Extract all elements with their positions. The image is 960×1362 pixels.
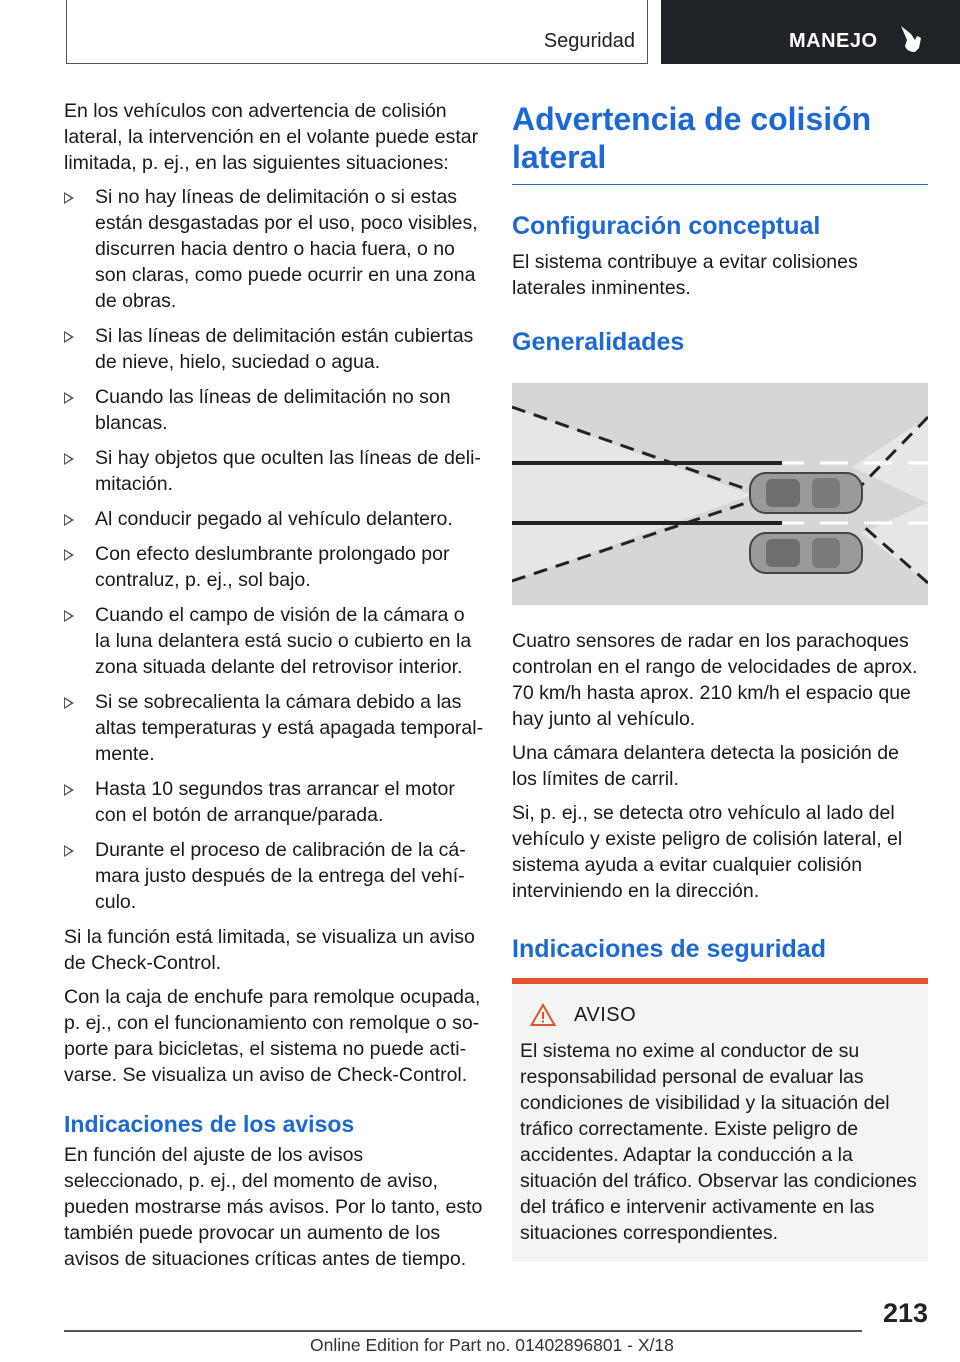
list-item: Durante el proceso de calibración de la cámara justo después de la entrega del vehículo. [64, 837, 484, 915]
header-chapter-title: MANEJO [789, 30, 878, 52]
bullet-triangle-icon [64, 549, 74, 561]
bullet-triangle-icon [64, 845, 74, 857]
intro-paragraph: En los vehículos con advertencia de colisión lateral, la intervención en el volante puede estar limitada, p. ej., en las siguientes situaciones: [64, 100, 479, 174]
bullet-triangle-icon [64, 392, 74, 404]
warning-triangle-icon [530, 1003, 556, 1027]
list-item: Si las líneas de delimitación están cubiertas de nieve, hielo, suciedad o agua. [64, 323, 484, 375]
warning-text: El sistema no exime al conductor de su responsabilidad personal de evaluar las condiciones de visibilidad y la situación del tráfico correctamente. Existe peligro de accidentes. Adaptar la conducción a la situación del tráfico. Observar las condiciones del tráfico e intervenir activamente en las situaciones correspondientes. [520, 1040, 917, 1244]
detect-paragraph: Si, p. ej., se detecta otro vehículo al lado del vehículo y existe peligro de colisión lateral, el sistema ayuda a evitar cualquier colisión interviniendo en la dirección. [512, 802, 903, 902]
footer-divider [64, 1330, 862, 1332]
list-item: Si hay objetos que oculten las líneas de delimitación. [64, 445, 484, 497]
header-section-title: Seguridad [543, 30, 635, 52]
footer-edition: Online Edition for Part no. 01402896801 - X/18 [310, 1335, 674, 1355]
page-title: Advertencia de colisión lateral [512, 100, 928, 185]
warnings-heading: Indicaciones de los avisos [64, 1111, 355, 1137]
bullet-triangle-icon [64, 697, 74, 709]
bullet-triangle-icon [64, 514, 74, 526]
list-item: Si se sobrecalienta la cámara debido a las altas temperaturas y está apagada temporalmente. [64, 689, 484, 767]
header-section-box [66, 0, 648, 64]
warning-box [512, 978, 928, 1262]
limited-paragraph: Si la función está limitada, se visualiza un aviso de Check-Control. [64, 926, 475, 974]
general-heading: Generalidades [512, 328, 685, 356]
bullet-triangle-icon [64, 610, 74, 622]
limitations-list [64, 184, 484, 915]
warnings-paragraph: En función del ajuste de los avisos seleccionado, p. ej., del momento de aviso, pueden mostrarse más avisos. Por lo tanto, esto también puede provocar un aumento de los avisos de situaciones críticas antes de tiempo. [64, 1144, 483, 1270]
side-collision-diagram [512, 383, 928, 605]
bullet-triangle-icon [64, 784, 74, 796]
safety-heading: Indicaciones de seguridad [512, 935, 826, 963]
list-item: Con efecto deslumbrante prolongado por contraluz, p. ej., sol bajo. [64, 541, 484, 593]
list-item: Al conducir pegado al vehículo delantero. [64, 506, 484, 532]
bullet-triangle-icon [64, 453, 74, 465]
warning-label: AVISO [574, 1004, 637, 1026]
right-column [512, 100, 928, 1262]
left-column [64, 98, 484, 1280]
warning-title [530, 1002, 920, 1028]
concept-paragraph: El sistema contribuye a evitar colisiones laterales inminentes. [512, 251, 858, 299]
bullet-triangle-icon [64, 192, 74, 204]
sensors-paragraph: Cuatro sensores de radar en los parachoques controlan en el rango de velocidades de aprox. 70 km/h hasta aprox. 210 km/h el espacio que hay junto al vehículo. [512, 630, 918, 730]
list-item: Cuando el campo de visión de la cámara o la luna delantera está sucio o cubierto en la zona situada delante del retrovisor interior. [64, 602, 484, 680]
list-item: Cuando las líneas de delimitación no son blancas. [64, 384, 484, 436]
trailer-paragraph: Con la caja de enchufe para remolque ocupada, p. ej., con el funcionamiento con remolque o soporte para bicicletas, el sistema no puede activarse. Se visualiza un aviso de Check-Control. [64, 986, 481, 1086]
page-number: 213 [882, 1298, 928, 1328]
camera-paragraph: Una cámara delantera detecta la posición de los límites de carril. [512, 742, 899, 790]
header-chapter-tab [661, 0, 960, 64]
concept-heading: Configuración conceptual [512, 212, 821, 240]
list-item: Hasta 10 segundos tras arrancar el motor con el botón de arranque/parada. [64, 776, 484, 828]
list-item: Si no hay líneas de delimitación o si estas están desgastadas por el uso, poco visibles, discurren hacia dentro o hacia fuera, o no son claras, como puede ocurrir en una zona de obras. [64, 184, 484, 314]
steering-hand-icon [897, 24, 923, 54]
bullet-triangle-icon [64, 331, 74, 343]
